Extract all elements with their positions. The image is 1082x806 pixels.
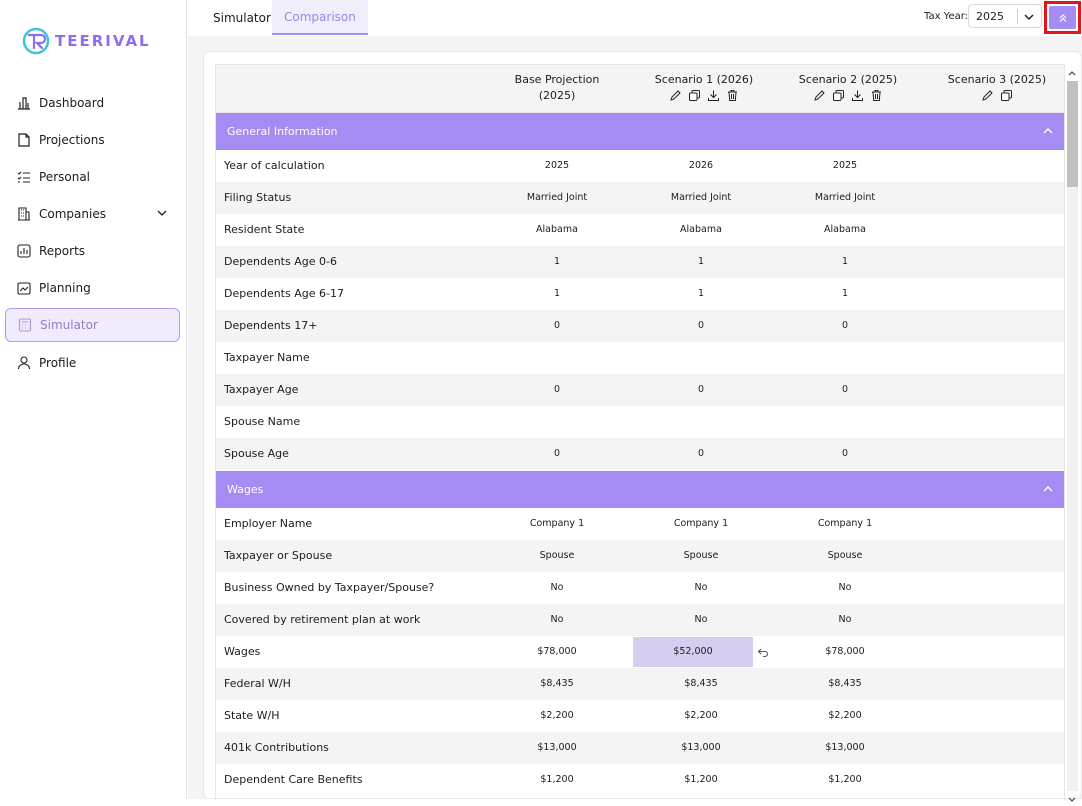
value-cell[interactable]: 2026 <box>688 160 714 171</box>
value-cell[interactable]: Married Joint <box>526 192 588 203</box>
document-icon <box>16 132 32 148</box>
value-cell[interactable]: 1 <box>841 256 849 267</box>
table-row <box>216 246 1065 278</box>
table-row <box>216 636 1065 668</box>
value-cell[interactable]: No <box>838 614 852 625</box>
sidebar-item-label: Simulator <box>40 318 98 332</box>
table-row <box>216 406 1065 438</box>
column-actions <box>778 89 918 102</box>
sidebar-item-simulator[interactable] <box>5 308 180 342</box>
value-cell[interactable]: $8,435 <box>828 678 862 689</box>
row-label: Federal W/H <box>224 677 291 690</box>
table-row <box>216 668 1065 700</box>
value-cell[interactable]: 0 <box>553 384 561 395</box>
chevron-up-icon[interactable] <box>1042 483 1054 495</box>
section-header-wages[interactable] <box>216 471 1065 508</box>
collapse-all-button[interactable] <box>1044 1 1081 34</box>
value-cell[interactable]: No <box>838 582 852 593</box>
column-title: Base Projection <box>514 73 600 86</box>
column-header-scenario-1 <box>634 72 774 102</box>
value-cell[interactable]: $1,200 <box>828 774 862 785</box>
value-cell[interactable]: $2,200 <box>540 710 574 721</box>
row-label: Taxpayer or Spouse <box>224 549 333 562</box>
value-cell[interactable]: $1,200 <box>540 774 574 785</box>
chevron-up-icon[interactable] <box>1042 125 1054 137</box>
table-row <box>216 310 1065 342</box>
table-row <box>216 764 1065 796</box>
sidebar-nav <box>0 84 186 381</box>
duplicate-icon[interactable] <box>688 89 701 102</box>
row-label: Employer Name <box>224 517 313 530</box>
sidebar-item-label: Planning <box>39 280 91 295</box>
value-cell[interactable]: Company 1 <box>529 518 585 529</box>
value-cell[interactable]: 1 <box>697 288 705 299</box>
table-row <box>216 732 1065 764</box>
edit-icon[interactable] <box>813 89 826 102</box>
value-cell[interactable]: No <box>694 614 708 625</box>
edit-icon[interactable] <box>669 89 682 102</box>
row-label: Dependents Age 0-6 <box>224 255 337 268</box>
report-chart-icon <box>16 243 32 259</box>
scrollbar-thumb[interactable] <box>1067 81 1078 187</box>
download-icon[interactable] <box>707 89 720 102</box>
comparison-table <box>215 64 1065 800</box>
sidebar-item-label: Profile <box>39 355 77 370</box>
brand-name: TEERIVAL <box>55 32 151 50</box>
building-icon <box>16 206 32 222</box>
row-label: Spouse Name <box>224 415 301 428</box>
row-label: State W/H <box>224 709 280 722</box>
column-actions <box>634 89 774 102</box>
column-title: Scenario 1 (2026) <box>654 73 754 86</box>
value-cell[interactable]: Alabama <box>680 224 722 235</box>
row-label: Year of calculation <box>224 159 325 172</box>
value-cell[interactable]: $78,000 <box>825 646 865 657</box>
row-label: Dependents Age 6-17 <box>224 287 344 300</box>
modified-value-cell[interactable]: $52,000 <box>633 637 753 667</box>
value-cell[interactable]: Married Joint <box>670 192 732 203</box>
sidebar-item-label: Companies <box>39 206 106 221</box>
value-cell[interactable]: 2025 <box>832 160 858 171</box>
brand-logo[interactable] <box>22 27 151 55</box>
value-cell[interactable]: Married Joint <box>814 192 876 203</box>
download-icon[interactable] <box>851 89 864 102</box>
main-content <box>188 36 1082 799</box>
value-cell[interactable]: 0 <box>841 448 849 459</box>
value-cell[interactable]: $1,200 <box>684 774 718 785</box>
section-header-general-information[interactable] <box>216 113 1065 150</box>
value-cell[interactable]: 0 <box>697 448 705 459</box>
sidebar-item-label: Reports <box>39 243 86 258</box>
table-row <box>216 508 1065 540</box>
value-cell[interactable]: $2,200 <box>828 710 862 721</box>
logo-icon <box>22 27 50 55</box>
value-cell[interactable]: $2,200 <box>684 710 718 721</box>
duplicate-icon[interactable] <box>1000 89 1013 102</box>
sidebar-item-projections[interactable] <box>0 121 186 158</box>
row-label: Wages <box>224 645 261 658</box>
chevron-down-icon[interactable] <box>156 207 168 219</box>
row-label: Covered by retirement plan at work <box>224 613 421 626</box>
value-cell[interactable]: 1 <box>697 256 705 267</box>
tax-year-select[interactable] <box>968 4 1042 28</box>
value-cell[interactable]: No <box>550 582 564 593</box>
tab-comparison[interactable]: Comparison <box>272 0 368 35</box>
column-header-base <box>487 72 627 104</box>
table-row <box>216 540 1065 572</box>
sidebar-item-label: Dashboard <box>39 95 105 110</box>
section-title: General Information <box>227 125 338 138</box>
value-cell[interactable]: No <box>550 614 564 625</box>
scroll-down-icon[interactable] <box>1066 794 1078 806</box>
value-cell[interactable]: 0 <box>841 384 849 395</box>
user-icon <box>16 355 32 371</box>
row-label: Taxpayer Age <box>224 383 299 396</box>
tax-year-value: 2025 <box>976 9 1004 23</box>
select-divider <box>1017 9 1018 24</box>
bar-chart-icon <box>16 95 32 111</box>
sidebar-item-label: Personal <box>39 169 91 184</box>
row-label: Dependents 17+ <box>224 319 318 332</box>
scrollbar-track[interactable] <box>1067 81 1078 791</box>
value-cell[interactable]: Spouse <box>827 550 863 561</box>
sidebar-item-label: Projections <box>39 132 105 147</box>
calculator-icon <box>17 317 33 333</box>
value-cell[interactable]: 0 <box>841 320 849 331</box>
value-cell[interactable]: $13,000 <box>681 742 721 753</box>
sidebar-item-personal[interactable] <box>0 158 186 195</box>
value-cell[interactable]: 1 <box>553 256 561 267</box>
planning-icon <box>16 280 32 296</box>
value-cell[interactable]: No <box>694 582 708 593</box>
sidebar-item-profile[interactable] <box>0 344 186 381</box>
value-cell[interactable]: 0 <box>553 320 561 331</box>
column-header-scenario-2 <box>778 72 918 102</box>
value-cell[interactable]: $8,435 <box>684 678 718 689</box>
comparison-panel <box>203 51 1082 799</box>
value-cell[interactable]: $13,000 <box>537 742 577 753</box>
double-chevron-up-icon <box>1049 6 1076 29</box>
table-row <box>216 150 1065 182</box>
table-row <box>216 572 1065 604</box>
value-cell[interactable]: $13,000 <box>825 742 865 753</box>
checklist-icon <box>16 169 32 185</box>
table-row <box>216 438 1065 470</box>
sidebar-item-reports[interactable] <box>0 232 186 269</box>
duplicate-icon[interactable] <box>832 89 845 102</box>
column-header-scenario-3 <box>927 72 1065 102</box>
value-cell[interactable]: Spouse <box>539 550 575 561</box>
scroll-up-icon[interactable] <box>1066 67 1078 79</box>
trash-icon[interactable] <box>870 89 883 102</box>
sidebar-item-dashboard[interactable] <box>0 84 186 121</box>
column-title: Scenario 2 (2025) <box>798 73 898 86</box>
table-row <box>216 342 1065 374</box>
table-header <box>216 65 1065 113</box>
row-label: Business Owned by Taxpayer/Spouse? <box>224 581 435 594</box>
top-bar <box>188 0 1082 36</box>
row-label: Spouse Age <box>224 447 289 460</box>
value-cell[interactable]: Spouse <box>683 550 719 561</box>
column-subtitle: (2025) <box>538 89 576 102</box>
value-cell[interactable]: 0 <box>697 320 705 331</box>
row-label: Resident State <box>224 223 305 236</box>
column-actions <box>927 89 1065 102</box>
tax-year-label: Tax Year: <box>924 11 969 22</box>
row-label: Taxpayer Name <box>224 351 310 364</box>
value-cell[interactable]: 2025 <box>544 160 570 171</box>
trash-icon[interactable] <box>726 89 739 102</box>
value-cell[interactable]: Alabama <box>824 224 866 235</box>
section-title: Wages <box>227 483 264 496</box>
vertical-scrollbar[interactable] <box>1066 67 1078 800</box>
table-row <box>216 214 1065 246</box>
table-row <box>216 278 1065 310</box>
edit-icon[interactable] <box>981 89 994 102</box>
sidebar-item-companies[interactable] <box>0 195 186 232</box>
chevron-down-icon[interactable] <box>1023 11 1035 23</box>
row-label: Filing Status <box>224 191 292 204</box>
value-cell[interactable]: $8,435 <box>540 678 574 689</box>
undo-icon[interactable] <box>757 646 769 658</box>
value-cell[interactable]: Alabama <box>536 224 578 235</box>
table-row <box>216 604 1065 636</box>
value-cell[interactable]: $78,000 <box>537 646 577 657</box>
table-row <box>216 182 1065 214</box>
row-label: Dependent Care Benefits <box>224 773 363 786</box>
sidebar-item-planning[interactable] <box>0 269 186 306</box>
value-cell[interactable]: Company 1 <box>673 518 729 529</box>
column-title: Scenario 3 (2025) <box>947 73 1047 86</box>
table-row <box>216 700 1065 732</box>
tab-simulator[interactable]: Simulator <box>213 10 271 25</box>
table-row <box>216 374 1065 406</box>
value-cell[interactable]: 1 <box>841 288 849 299</box>
value-cell[interactable]: Company 1 <box>817 518 873 529</box>
sidebar <box>0 0 187 799</box>
value-cell[interactable]: 0 <box>553 448 561 459</box>
row-label: 401k Contributions <box>224 741 329 754</box>
value-cell[interactable]: 0 <box>697 384 705 395</box>
value-cell[interactable]: 1 <box>553 288 561 299</box>
